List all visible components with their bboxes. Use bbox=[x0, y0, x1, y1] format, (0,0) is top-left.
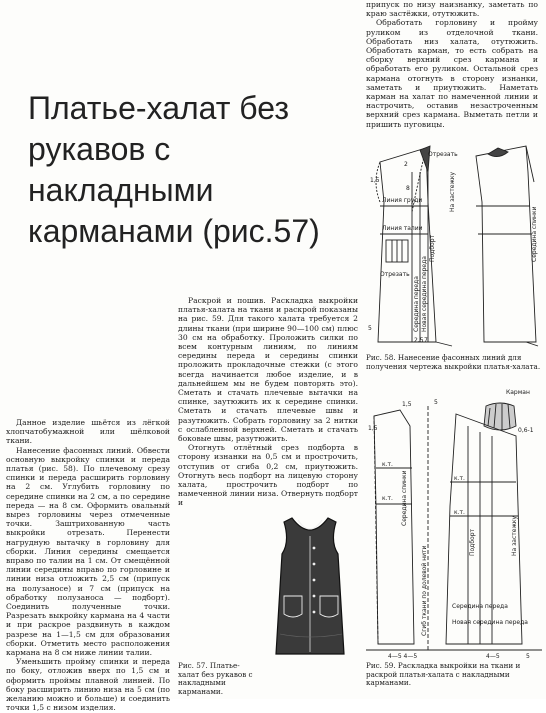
fig58-na-zastezhku: На застежку bbox=[449, 171, 456, 212]
fig59-seredina-spinki: Середина спинки bbox=[401, 470, 408, 526]
fig59-n1-5b: 1,5 bbox=[368, 425, 378, 432]
fig58-caption: Рис. 58. Нанесение фасонных линий для получения чертежа выкройки платья-халата. bbox=[366, 353, 541, 371]
fig59-karman: Карман bbox=[506, 389, 530, 396]
fig59-n4-5: 4—5 bbox=[486, 653, 500, 660]
middle-text bbox=[178, 296, 358, 508]
fig59-kt4: к.т. bbox=[454, 509, 465, 516]
top-right-para-1: припуск по низу наизнанку, заметать по краю застёжки, отутюжить. bbox=[366, 0, 538, 19]
top-right-para-2: Обработать горловину и пройму руликом из отделочной ткани. Обработать низ халата, отутюжить. Обработать карман, то есть собрать на сборку верхний срез кармана и обработать его руликом. Остальной срез кармана отогнуть в сторону изнанки, заметать и приутюжить. Наметать карман на халат по намеченной линии и настрочить, оставив незастроченным верхний срез кармана. Выметать петли и пришить пуговицы. bbox=[366, 18, 538, 129]
left-text bbox=[6, 418, 170, 713]
fig59-caption: Рис. 59. Раскладка выкройки на ткани и раскрой платья-халата с накладными карманами. bbox=[366, 661, 521, 688]
fig59-n5a: 5 bbox=[434, 399, 438, 406]
fig59-bottom-dims: 4—5 4—5 bbox=[388, 653, 418, 660]
fig59-layout-drawing bbox=[366, 386, 544, 658]
fig58-podbort: Подборт bbox=[429, 234, 436, 262]
fig58-n2-5: 2,5 bbox=[414, 337, 424, 344]
fig59-podbort: Подборт bbox=[469, 528, 476, 556]
left-para-2: Нанесение фасонных линий. Обвести основную выкройку спинки и переда платья (рис. 58). По плечевому срезу спинки и переда расширить горловину на 2 см. Углубить горловину по середине спинки на 2 см, а по середине переда — на 8 см. Оформить овальный вырез горловины через отмеченные точки. Заштрихованную часть выкройки отрезать. Перенести нагрудную вытачку в горловину для сборки. Линия середины смещается вправо по талии на 1 см. От смещённой линии середины вправо по горловине и линии низа отложить 2,5 см (припуск на полузаносе) и 7 см (припуск на обработку полузаноса — подборт). Соединить полученные точки. Разрезать выкройку кармана на 4 части и при раскрое раздвинуть в каждом разрезе на 1—1,5 см для образования сборки. Отметить место расположения кармана на 8 см ниже линии талии. bbox=[6, 445, 170, 658]
middle-para-1: Раскрой и пошив. Раскладка выкройки платья-халата на ткани и раскрой показаны на рис. 59. Для такого халата требуется 2 длины ткани (при ширине 90—100 см) плюс 30 см на обработку. Проложить силки по всем контурным линиям, по линиям середины переда и середины спинки проложить прокладочные стежки (с этого всегда начинается любое изделие, и в дальнейшем мы не будем повторять это). Сметать и стачать плечевые вытачки на спинке, заутюжить их к середине спинки. Сметать и стачать плечевые швы и разутюжить. Собрать горловину за 2 нитки с ослабленной верхней. Сметать и стачать боковые швы, разутюжить. bbox=[178, 296, 358, 444]
top-right-text bbox=[366, 0, 538, 129]
left-para-1: Данное изделие шьётся из лёгкой хлопчатобумажной или шёлковой ткани. bbox=[6, 418, 170, 446]
fig57-dress-illustration bbox=[258, 514, 362, 660]
fig59-seredina-pereda: Середина переда bbox=[452, 603, 508, 610]
fig58-liniya-talii: Линия талии bbox=[382, 225, 423, 232]
fig59-n1-5a: 1,5 bbox=[402, 401, 412, 408]
fig58-pattern-drawing bbox=[366, 142, 542, 352]
fig58-n8: 8 bbox=[406, 185, 410, 192]
fig57-caption: Рис. 57. Платье-халат без рукавов с накладными карманами. bbox=[178, 661, 253, 696]
fig59-kt2: к.т. bbox=[382, 495, 393, 502]
page-title: Платье-халат без рукавов с накладными карманами (рис.57) bbox=[28, 90, 320, 249]
fig59-novaya-seredina-pereda: Новая середина переда bbox=[452, 619, 528, 626]
fig58-n7: 7 bbox=[424, 337, 428, 344]
fig59-kt3: к.т. bbox=[454, 475, 465, 482]
fig58-liniya-grudi: Линия груди bbox=[382, 197, 423, 204]
left-para-3: Уменьшить пройму спинки и переда по боку, отложив вверх по 1,5 см и оформить проймы плавной линией. По боку расширить линию низа на 5 см (по желанию можно и больше) и соединить точки 1,5 с низом изделия. bbox=[6, 657, 170, 713]
fig58-seredina-spinki: Середина спинки bbox=[531, 206, 538, 262]
fig59-n5b: 5 bbox=[526, 653, 530, 660]
fig58-seredina-pereda: Середина переда bbox=[413, 276, 420, 332]
fig58-otrezat-top: Отрезать bbox=[428, 151, 458, 158]
fig59-na-zastezhku: На застежку bbox=[511, 515, 518, 556]
middle-para-2: Отогнуть отлётный срез подборта в сторону изнанки на 0,5 см и прострочить, отступив от сгиба 0,2 см, приутюжить. Отогнуть весь подборт на лицевую сторону халата, прострочить подборт по намеченной линии низа. Отвернуть подборт и bbox=[178, 443, 358, 508]
fig58-otrezat-side: Отрезать bbox=[380, 271, 410, 278]
fig59-n0-6-1: 0,6-1 bbox=[518, 427, 534, 434]
fig59-kt1: к.т. bbox=[382, 461, 393, 468]
fig58-n5: 5 bbox=[368, 325, 372, 332]
fig59-sgib: Сгиб ткани по долевой нити bbox=[421, 545, 428, 636]
fig58-novaya-seredina-pereda: Новая середина переда bbox=[421, 256, 428, 332]
fig58-n2: 2 bbox=[404, 161, 408, 168]
fig58-n1-5: 1,5 bbox=[370, 177, 380, 184]
